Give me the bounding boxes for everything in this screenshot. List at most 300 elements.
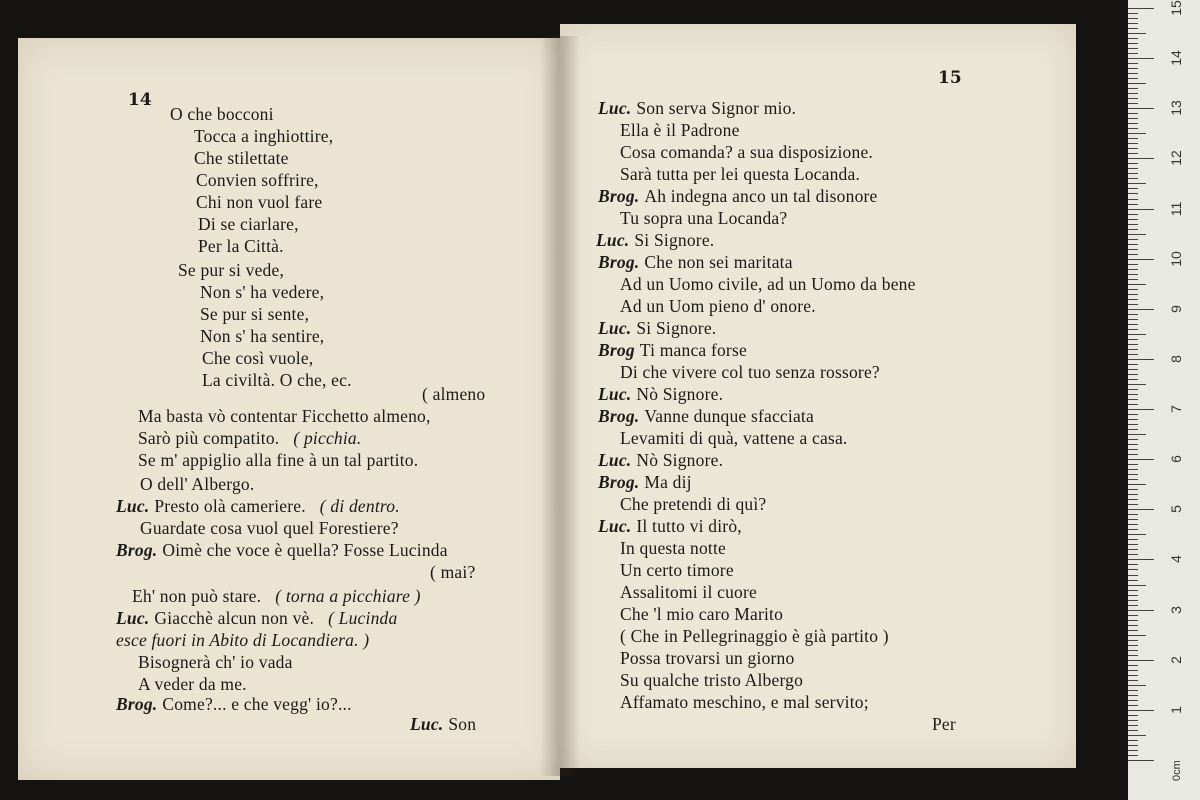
verse-text: Eh' non può stare. (132, 586, 262, 606)
verse-text: ( mai? (430, 562, 476, 582)
text-line (430, 562, 475, 583)
text-line (202, 370, 352, 391)
ruler-tick (1128, 439, 1138, 440)
ruler-number: 8 (1168, 355, 1184, 363)
ruler-tick (1128, 600, 1138, 601)
right-page (560, 24, 1076, 768)
ruler-tick (1128, 284, 1146, 285)
ruler-tick (1128, 404, 1138, 405)
ruler-tick (1128, 148, 1138, 149)
text-line (620, 142, 873, 163)
verse-text: Non s' ha vedere, (200, 282, 325, 302)
ruler-tick (1128, 740, 1138, 741)
ruler-tick (1128, 424, 1138, 425)
ruler-tick (1128, 158, 1154, 159)
text-line (202, 348, 313, 369)
text-line (132, 586, 421, 607)
ruler-tick (1128, 554, 1138, 555)
ruler-tick (1128, 274, 1138, 275)
ruler-number: 14 (1168, 50, 1184, 66)
ruler-tick (1128, 534, 1146, 535)
verse-text: Assalitomi il cuore (620, 582, 757, 602)
ruler-number: 9 (1168, 304, 1184, 313)
ruler-tick (1128, 705, 1138, 706)
text-line (170, 104, 274, 125)
ruler-tick (1128, 229, 1138, 230)
verse-text: Nò Signore. (636, 384, 724, 404)
ruler-tick (1128, 725, 1138, 726)
ruler-tick (1128, 199, 1138, 200)
ruler-tick (1128, 133, 1146, 134)
verse-text: Di che vivere col tuo senza rossore? (620, 362, 880, 382)
speaker-name: Luc. (598, 516, 632, 536)
stage-direction: ( Lucinda (328, 608, 398, 628)
ruler-tick (1128, 539, 1138, 540)
text-line (116, 694, 352, 715)
text-line (194, 126, 333, 147)
text-line (598, 340, 747, 361)
verse-text: Che non sei maritata (644, 252, 793, 272)
ruler-tick (1128, 294, 1138, 295)
ruler-tick (1128, 414, 1138, 415)
ruler-tick (1128, 575, 1138, 576)
ruler-tick (1128, 43, 1138, 44)
text-line (138, 674, 247, 695)
ruler-tick (1128, 188, 1138, 189)
ruler-tick (1128, 344, 1138, 345)
ruler-tick (1128, 710, 1154, 711)
ruler-tick (1128, 123, 1138, 124)
ruler-tick (1128, 244, 1138, 245)
ruler-tick (1128, 33, 1146, 34)
verse-text: Tu sopra una Locanda? (620, 208, 788, 228)
ruler-tick (1128, 359, 1154, 360)
stage-direction: ( torna a picchiare ) (275, 586, 421, 606)
text-line (598, 450, 723, 471)
speaker-name: Luc. (596, 230, 630, 250)
text-line (198, 214, 299, 235)
speaker-name: Brog. (116, 540, 158, 560)
ruler-tick (1128, 163, 1138, 164)
text-line (140, 474, 254, 495)
ruler-tick (1128, 605, 1138, 606)
text-line (598, 318, 716, 339)
text-line (620, 582, 757, 603)
ruler-tick (1128, 670, 1138, 671)
text-line (422, 384, 485, 405)
verse-text: Nò Signore. (636, 450, 724, 470)
ruler-tick (1128, 324, 1138, 325)
ruler-tick (1128, 339, 1138, 340)
verse-text: Si Signore. (634, 230, 715, 250)
ruler-number: 2 (1168, 655, 1184, 664)
ruler-tick (1128, 549, 1138, 550)
ruler-tick (1128, 459, 1154, 460)
verse-text: Oimè che voce è quella? Fosse Lucinda (162, 540, 448, 560)
ruler-tick (1128, 143, 1138, 144)
speaker-name: Luc. (116, 496, 150, 516)
ruler-tick (1128, 73, 1138, 74)
ruler-tick (1128, 319, 1138, 320)
ruler-tick (1128, 479, 1138, 480)
ruler-tick (1128, 168, 1138, 169)
text-line (620, 626, 889, 647)
ruler-tick (1128, 529, 1138, 530)
text-line (620, 692, 869, 713)
ruler-tick (1128, 735, 1146, 736)
verse-text: La civiltà. O che, ec. (202, 370, 352, 390)
ruler-tick (1128, 209, 1154, 210)
ruler-tick (1128, 219, 1138, 220)
text-line (620, 164, 860, 185)
ruler-tick (1128, 234, 1146, 235)
ruler-tick (1128, 655, 1138, 656)
ruler-tick (1128, 665, 1138, 666)
ruler-tick (1128, 153, 1138, 154)
text-line (932, 714, 956, 735)
ruler-tick (1128, 118, 1138, 119)
verse-text: Un certo timore (620, 560, 734, 580)
ruler-number: 6 (1168, 455, 1184, 464)
ruler-tick (1128, 620, 1138, 621)
text-line (200, 304, 309, 325)
speaker-name: Luc. (598, 450, 632, 470)
ruler-tick (1128, 384, 1146, 385)
ruler-tick (1128, 364, 1138, 365)
ruler-number: 12 (1168, 150, 1184, 167)
verse-text: Sarò più compatito. (138, 428, 280, 448)
text-line (116, 608, 397, 629)
text-line (620, 670, 803, 691)
speaker-name: Luc. (598, 318, 632, 338)
ruler-tick (1128, 128, 1138, 129)
ruler-number: 4 (1168, 555, 1184, 564)
speaker-name: Brog. (116, 694, 158, 714)
page-number: 14 (128, 90, 152, 110)
ruler-tick (1128, 299, 1138, 300)
ruler-tick (1128, 214, 1138, 215)
verse-text: Affamato meschino, e mal servito; (620, 692, 869, 712)
speaker-name: Luc. (598, 98, 632, 118)
ruler-tick (1128, 524, 1138, 525)
verse-text: Convien soffrire, (196, 170, 319, 190)
verse-text: Ella è il Padrone (620, 120, 740, 140)
ruler-tick (1128, 494, 1138, 495)
ruler-tick (1128, 755, 1138, 756)
speaker-name: Luc. (116, 608, 150, 628)
verse-text: O dell' Albergo. (140, 474, 255, 494)
speaker-name: Brog. (598, 252, 640, 272)
ruler-tick (1128, 760, 1154, 761)
ruler-unit-label: 0cm (1171, 760, 1183, 781)
ruler-tick (1128, 394, 1138, 395)
verse-text: Cosa comanda? a sua disposizione. (620, 142, 873, 162)
text-line (138, 428, 361, 449)
verse-text: ( Che in Pellegrinaggio è già partito ) (620, 626, 889, 646)
ruler-tick (1128, 28, 1138, 29)
speaker-name: Brog. (598, 406, 640, 426)
ruler-number: 11 (1168, 201, 1184, 216)
verse-text: Che pretendi di quì? (620, 494, 767, 514)
ruler-tick (1128, 389, 1138, 390)
ruler-tick (1128, 68, 1138, 69)
ruler-tick (1128, 113, 1138, 114)
verse-text: Per la Città. (198, 236, 284, 256)
ruler-tick (1128, 745, 1138, 746)
text-line (598, 406, 814, 427)
ruler-tick (1128, 615, 1138, 616)
ruler-tick (1128, 464, 1138, 465)
verse-text: ( almeno (422, 384, 486, 404)
ruler-number: 5 (1168, 505, 1184, 514)
text-line (116, 630, 369, 651)
ruler-tick (1128, 193, 1138, 194)
ruler-tick (1128, 645, 1138, 646)
text-line (620, 560, 734, 581)
ruler-tick (1128, 419, 1138, 420)
ruler-tick (1128, 314, 1138, 315)
ruler-number: 3 (1168, 605, 1184, 614)
ruler-tick (1128, 715, 1138, 716)
ruler-tick (1128, 98, 1138, 99)
text-line (620, 120, 740, 141)
ruler-tick (1128, 309, 1154, 310)
ruler-number: 10 (1168, 250, 1184, 267)
page-number: 15 (938, 68, 962, 88)
stage-direction: ( picchia. (293, 428, 362, 448)
speaker-name: Brog (598, 340, 635, 360)
ruler-tick (1128, 138, 1138, 139)
ruler-tick (1128, 625, 1138, 626)
ruler-tick (1128, 504, 1138, 505)
ruler-tick (1128, 685, 1146, 686)
text-line (620, 208, 787, 229)
text-line (620, 362, 880, 383)
verse-text: Per (932, 714, 956, 734)
speaker-name: Luc. (598, 384, 632, 404)
ruler-tick (1128, 304, 1138, 305)
ruler-tick (1128, 374, 1138, 375)
ruler-tick (1128, 379, 1138, 380)
ruler-tick (1128, 640, 1138, 641)
text-line (598, 384, 723, 405)
ruler-tick (1128, 590, 1138, 591)
ruler-tick (1128, 564, 1138, 565)
ruler-tick (1128, 434, 1146, 435)
ruler-tick (1128, 269, 1138, 270)
ruler-tick (1128, 499, 1138, 500)
verse-text: Che stilettate (194, 148, 289, 168)
verse-text: Ad un Uomo civile, ad un Uomo da bene (620, 274, 916, 294)
verse-text: Sarà tutta per lei questa Locanda. (620, 164, 861, 184)
verse-text: Se m' appiglio alla fine à un tal partito. (138, 450, 419, 470)
verse-text: Ma dij (644, 472, 692, 492)
measuring-ruler (1128, 0, 1200, 800)
verse-text: Ad un Uom pieno d' onore. (620, 296, 816, 316)
ruler-tick (1128, 509, 1154, 510)
ruler-tick (1128, 48, 1138, 49)
ruler-number: 1 (1168, 705, 1184, 714)
ruler-tick (1128, 83, 1146, 84)
ruler-tick (1128, 559, 1154, 560)
ruler-tick (1128, 514, 1138, 515)
ruler-tick (1128, 23, 1138, 24)
ruler-tick (1128, 700, 1138, 701)
verse-text: Son serva Signor mio. (636, 98, 797, 118)
stage-direction: esce fuori in Abito di Locandiera. ) (116, 630, 370, 650)
verse-text: Su qualche tristo Albergo (620, 670, 804, 690)
text-line (196, 170, 319, 191)
ruler-tick (1128, 569, 1138, 570)
ruler-tick (1128, 750, 1138, 751)
ruler-tick (1128, 680, 1138, 681)
verse-text: Il tutto vi dirò, (636, 516, 742, 536)
ruler-tick (1128, 469, 1138, 470)
text-line (198, 236, 284, 257)
text-line (200, 326, 324, 347)
ruler-tick (1128, 329, 1138, 330)
ruler-tick (1128, 334, 1146, 335)
text-line (620, 274, 916, 295)
speaker-name: Brog. (598, 186, 640, 206)
verse-text: Ti manca forse (639, 340, 747, 360)
ruler-tick (1128, 88, 1138, 89)
text-line (598, 472, 692, 493)
text-line (598, 98, 796, 119)
ruler-tick (1128, 449, 1138, 450)
ruler-tick (1128, 289, 1138, 290)
ruler-tick (1128, 108, 1154, 109)
stage-direction: ( di dentro. (319, 496, 400, 516)
ruler-tick (1128, 444, 1138, 445)
ruler-tick (1128, 249, 1138, 250)
verse-text: Possa trovarsi un giorno (620, 648, 795, 668)
verse-text: Tocca a inghiottire, (194, 126, 334, 146)
ruler-tick (1128, 58, 1154, 59)
ruler-tick (1128, 399, 1138, 400)
ruler-tick (1128, 103, 1138, 104)
verse-text: Non s' ha sentire, (200, 326, 325, 346)
text-line (410, 714, 476, 735)
ruler-number: 7 (1168, 405, 1184, 413)
text-line (138, 652, 293, 673)
ruler-tick (1128, 630, 1138, 631)
ruler-tick (1128, 595, 1138, 596)
text-line (196, 192, 322, 213)
verse-text: Si Signore. (636, 318, 717, 338)
ruler-tick (1128, 204, 1138, 205)
ruler-tick (1128, 38, 1138, 39)
ruler-tick (1128, 259, 1154, 260)
ruler-tick (1128, 369, 1138, 370)
text-line (178, 260, 284, 281)
ruler-tick (1128, 354, 1138, 355)
ruler-tick (1128, 178, 1138, 179)
ruler-tick (1128, 409, 1154, 410)
ruler-tick (1128, 63, 1138, 64)
verse-text: In questa notte (620, 538, 727, 558)
left-page (18, 38, 560, 780)
text-line (194, 148, 289, 169)
text-line (138, 406, 431, 427)
text-line (620, 604, 783, 625)
ruler-tick (1128, 650, 1138, 651)
verse-text: Guardate cosa vuol quel Forestiere? (140, 518, 399, 538)
text-line (598, 516, 742, 537)
ruler-tick (1128, 224, 1138, 225)
text-line (598, 252, 793, 273)
ruler-tick (1128, 484, 1146, 485)
speaker-name: Brog. (598, 472, 640, 492)
ruler-tick (1128, 254, 1138, 255)
verse-text: Son (448, 714, 477, 734)
ruler-tick (1128, 580, 1138, 581)
ruler-tick (1128, 635, 1146, 636)
text-line (620, 428, 847, 449)
ruler-tick (1128, 544, 1138, 545)
verse-text: Se pur si vede, (178, 260, 285, 280)
ruler-tick (1128, 695, 1138, 696)
verse-text: Come?... e che vegg' io?... (162, 694, 352, 714)
ruler-tick (1128, 610, 1154, 611)
text-line (140, 518, 399, 539)
verse-text: Giacchè alcun non vè. (154, 608, 315, 628)
ruler-tick (1128, 660, 1154, 661)
verse-text: Che 'l mio caro Marito (620, 604, 784, 624)
verse-text: Presto olà cameriere. (154, 496, 306, 516)
ruler-tick (1128, 730, 1138, 731)
ruler-tick (1128, 690, 1138, 691)
ruler-tick (1128, 519, 1138, 520)
verse-text: Chi non vuol fare (196, 192, 323, 212)
verse-text: O che bocconi (170, 104, 274, 124)
ruler-tick (1128, 13, 1138, 14)
ruler-tick (1128, 173, 1138, 174)
verse-text: Levamiti di quà, vattene a casa. (620, 428, 848, 448)
text-line (598, 186, 878, 207)
ruler-number: 13 (1168, 100, 1184, 117)
ruler-tick (1128, 349, 1138, 350)
ruler-tick (1128, 474, 1138, 475)
ruler-tick (1128, 18, 1138, 19)
verse-text: Se pur si sente, (200, 304, 310, 324)
verse-text: Ah indegna anco un tal disonore (644, 186, 878, 206)
verse-text: Di se ciarlare, (198, 214, 299, 234)
text-line (620, 648, 794, 669)
verse-text: A veder da me. (138, 674, 247, 694)
verse-text: Ma basta vò contentar Ficchetto almeno, (138, 406, 431, 426)
verse-text: Che così vuole, (202, 348, 314, 368)
ruler-tick (1128, 675, 1138, 676)
ruler-tick (1128, 279, 1138, 280)
verse-text: Bisognerà ch' io vada (138, 652, 293, 672)
text-line (620, 494, 766, 515)
text-line (620, 538, 726, 559)
ruler-tick (1128, 8, 1154, 9)
ruler-tick (1128, 93, 1138, 94)
speaker-name: Luc. (410, 714, 444, 734)
ruler-tick (1128, 183, 1146, 184)
text-line (620, 296, 816, 317)
text-line (116, 540, 448, 561)
ruler-tick (1128, 53, 1138, 54)
ruler-tick (1128, 78, 1138, 79)
ruler-tick (1128, 489, 1138, 490)
verse-text: Vanne dunque sfacciata (644, 406, 814, 426)
ruler-tick (1128, 720, 1138, 721)
ruler-tick (1128, 585, 1146, 586)
ruler-number: 15 (1168, 0, 1184, 16)
